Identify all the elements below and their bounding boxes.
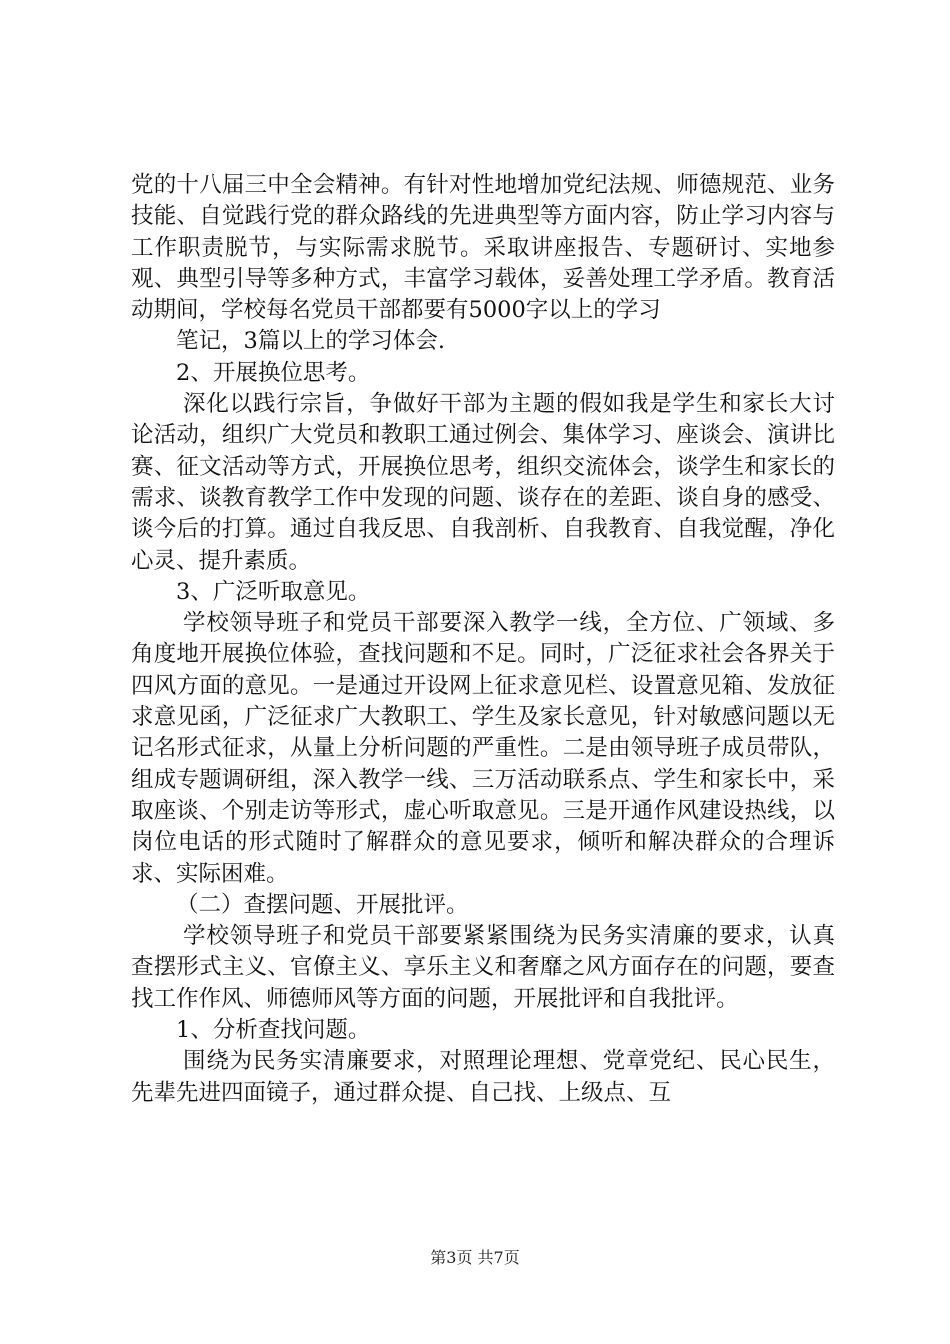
paragraph-listen-opinions: 学校领导班子和党员干部要深入教学一线，全方位、广领域、多角度地开展换位体验，查找问题和不足。同时，广泛征求社会各界关于四风方面的意见。一是通过开设网上征求意见栏、设置意见箱、发放征求意见函，广泛征求广大教职工、学生及家长意见，针对敏感问题以无记名形式征求，从量上分析问题的严重性。二是由领导班子成员带队，组成专题调研组，深入教学一线、三万活动联系点、学生和家长中，采取座谈、个别走访等形式，虚心听取意见。三是开通作风建设热线，以岗位电话的形式随时了解群众的意见要求，倾听和解决群众的合理诉求、实际困难。 bbox=[131, 610, 835, 887]
paragraph-analyze-problems: 围绕为民务实清廉要求，对照理论理想、党章党纪、民心民生，先辈先进四面镜子，通过群众提、自己找、上级点、互 bbox=[131, 1048, 835, 1106]
heading-listen-opinions: 3、广泛听取意见。 bbox=[176, 578, 371, 605]
paragraph-section-two: 学校领导班子和党员干部要紧紧围绕为民务实清廉的要求，认真查摆形式主义、官僚主义、享乐主义和奢靡之风方面存在的问题，要查找工作作风、师德师风等方面的问题，开展批评和自我批评。 bbox=[131, 923, 835, 1012]
heading-section-two: （二）查摆问题、开展批评。 bbox=[176, 891, 469, 918]
page-number-footer: 第3页 共7页 bbox=[430, 1248, 520, 1267]
paragraph-study-content: 党的十八届三中全会精神。有针对性地增加党纪法规、师德规范、业务技能、自觉践行党的群众路线的先进典型等方面内容，防止学习内容与工作职责脱节，与实际需求脱节。采取讲座报告、专题研讨、实地参观、典型引导等多种方式，丰富学习载体，妥善处理工学矛盾。教育活动期间，学校每名党员干部都要有5000字以上的学习 bbox=[131, 172, 835, 324]
paragraph-perspective-thinking: 深化以践行宗旨，争做好干部为主题的假如我是学生和家长大讨论活动，组织广大党员和教职工通过例会、集体学习、座谈会、演讲比赛、征文活动等方式，开展换位思考，组织交流体会，谈学生和家长的需求、谈教育教学工作中发现的问题、谈存在的差距、谈自身的感受、谈今后的打算。通过自我反思、自我剖析、自我教育、自我觉醒，净化心灵、提升素质。 bbox=[131, 391, 835, 574]
document-body bbox=[131, 170, 835, 1109]
paragraph-notes: 笔记，3篇以上的学习体会. bbox=[176, 328, 445, 355]
heading-perspective-thinking: 2、开展换位思考。 bbox=[176, 359, 371, 386]
heading-analyze-problems: 1、分析查找问题。 bbox=[176, 1017, 371, 1044]
